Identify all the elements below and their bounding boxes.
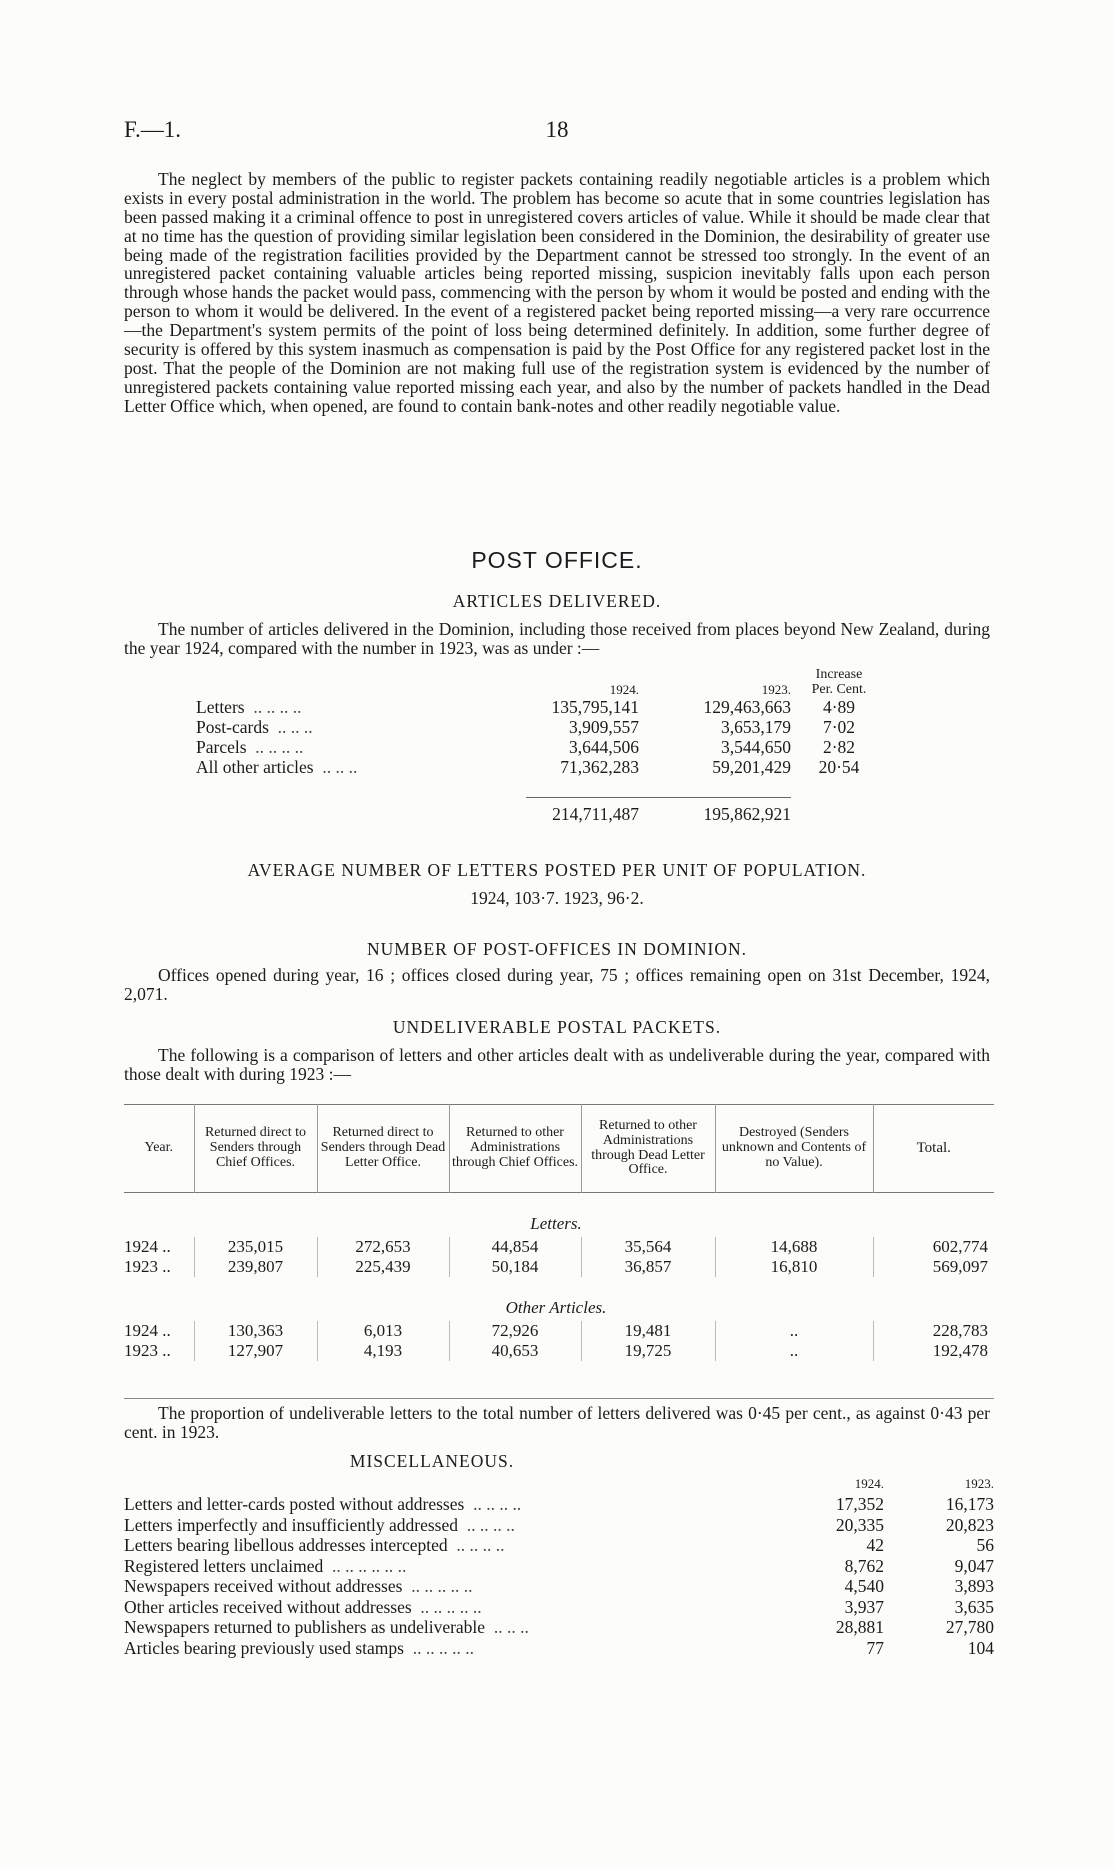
undeliverable-table <box>124 1104 994 1361</box>
intro-paragraph: The neglect by members of the public to register packets containing readily negotiable articles is a problem which exists in every postal administration in the world. The problem has become so acute that in some countries legislation has been passed making it a criminal offence to post in unregistered covers articles of value. While it should be made clear that at no time has the question of providing similar legislation been considered in the Dominion, the desirability of greater use being made of the registration facilities provided by the Department cannot be stressed too strongly. In the event of an unregistered packet containing valuable articles being reported missing, suspicion inevitably falls upon each person through whose hands the packet would pass, commencing with the person by whom it would be posted and ending with the person to whom it would be delivered. In the event of a registered packet being reported missing—a very rare occurrence—the Department's system permits of the point of loss being determined definitely. In addition, some further degree of security is offered by this system inasmuch as compensation is paid by the Post Office for any registered packet lost in the post. That the people of the Dominion are not making full use of the registration system is evidenced by the number of unregistered packets containing value reported missing each year, and also by the number of packets handled in the Dead Letter Office which, when opened, are found to contain bank-notes and other readily negotiable value. <box>124 169 990 416</box>
col-returned-dlo: Returned direct to Senders through Dead Letter Office. <box>317 1105 449 1193</box>
articles-delivered-table <box>196 668 887 824</box>
row-label: Parcels <box>196 736 247 757</box>
row-label: Newspapers returned to publishers as undeliverable <box>124 1617 486 1638</box>
col-1924: 1924. <box>609 682 639 698</box>
col-1923: 1923. <box>761 682 791 698</box>
col-total: Total. <box>873 1105 994 1193</box>
misc-col-1924: 1924. <box>854 1476 884 1492</box>
misc-row: Letters imperfectly and insufficiently addressed .. .. .. .. 20,335 20,823 <box>124 1514 994 1535</box>
table-bottom-rule <box>124 1398 994 1399</box>
row-label: Letters and letter-cards posted without addresses <box>124 1494 465 1515</box>
misc-row: Registered letters unclaimed .. .. .. .. .. .. 8,762 9,047 <box>124 1555 994 1576</box>
col-returned-chief: Returned direct to Senders through Chief Offices. <box>194 1105 317 1193</box>
misc-heading: MISCELLANEOUS. <box>349 1451 515 1471</box>
letters-subheading: Letters. <box>530 1213 582 1233</box>
articles-row: Letters .. .. .. .. 135,795,141 129,463,663 4·89 <box>196 696 856 717</box>
proportion-paragraph: The proportion of undeliverable letters to the total number of letters delivered was 0·45 per cent., as against 0·43 per cent. in 1923. <box>124 1403 990 1442</box>
row-label: Newspapers received without addresses <box>124 1576 403 1597</box>
page-number: 18 <box>545 117 569 142</box>
misc-row: Other articles received without addresses .. .. .. .. .. 3,937 3,635 <box>124 1596 994 1617</box>
col-admin-chief: Returned to other Administrations through Chief Offices. <box>449 1105 581 1193</box>
row-label: Post-cards <box>196 716 269 737</box>
col-increase: Increase Per. Cent. <box>811 667 867 697</box>
table-row: 1924 .. 130,363 6,013 72,926 19,481 .. 228,783 <box>124 1321 994 1341</box>
row-label: Other articles received without addresses <box>124 1596 412 1617</box>
row-label: Registered letters unclaimed <box>124 1555 324 1576</box>
misc-header-row <box>124 1474 994 1495</box>
misc-row: Letters bearing libellous addresses intercepted .. .. .. .. 42 56 <box>124 1535 994 1556</box>
miscellaneous-table <box>124 1474 994 1659</box>
misc-row: Letters and letter-cards posted without addresses .. .. .. .. 17,352 16,173 <box>124 1494 994 1515</box>
average-heading: AVERAGE NUMBER OF LETTERS POSTED PER UNIT OF POPULATION. <box>247 860 867 880</box>
average-values: 1924, 103·7. 1923, 96·2. <box>470 888 644 908</box>
total-1923: 195,862,921 <box>703 803 791 824</box>
other-articles-subheading: Other Articles. <box>505 1297 607 1317</box>
row-label: Letters bearing libellous addresses intercepted <box>124 1535 448 1556</box>
row-label: Articles bearing previously used stamps <box>124 1637 404 1658</box>
col-destroyed: Destroyed (Senders unknown and Contents of no Value). <box>715 1105 873 1193</box>
table-row: 1924 .. 235,015 272,653 44,854 35,564 14,688 602,774 <box>124 1237 994 1257</box>
misc-row: Newspapers received without addresses .. .. .. .. .. 4,540 3,893 <box>124 1576 994 1597</box>
report-reference: F.—1. <box>124 117 181 142</box>
row-label: All other articles <box>196 756 314 777</box>
table-row: 1923 .. 127,907 4,193 40,653 19,725 .. 192,478 <box>124 1341 994 1361</box>
page-header <box>124 118 990 146</box>
row-label: Letters <box>196 696 245 717</box>
total-1924: 214,711,487 <box>552 803 639 824</box>
articles-total-row <box>196 798 887 824</box>
undeliverable-intro: The following is a comparison of letters and other articles dealt with as undeliverable during the year, compared with those dealt with during 1923 :— <box>124 1045 990 1084</box>
misc-row: Newspapers returned to publishers as undeliverable .. .. .. 28,881 27,780 <box>124 1617 994 1638</box>
section-title: POST OFFICE. <box>471 547 643 573</box>
offices-text: Offices opened during year, 16 ; offices closed during year, 75 ; offices remaining open on 31st December, 1924, 2,071. <box>124 965 990 1004</box>
articles-heading: ARTICLES DELIVERED. <box>452 591 662 611</box>
col-year: Year. <box>144 1140 174 1156</box>
articles-header-row <box>196 668 887 697</box>
col-admin-dlo: Returned to other Administrations through Dead Letter Office. <box>581 1105 715 1193</box>
table-row: 1923 .. 239,807 225,439 50,184 36,857 16,810 569,097 <box>124 1257 994 1277</box>
undeliverable-heading: UNDELIVERABLE POSTAL PACKETS. <box>392 1017 722 1037</box>
articles-row: Parcels .. .. .. .. 3,644,506 3,544,650 2·82 <box>196 736 856 757</box>
articles-intro: The number of articles delivered in the Dominion, including those received from places beyond New Zealand, during the year 1924, compared with the number in 1923, was as under :— <box>124 619 990 658</box>
misc-col-1923: 1923. <box>964 1476 994 1492</box>
row-label: Letters imperfectly and insufficiently addressed <box>124 1514 459 1535</box>
articles-row: Post-cards .. .. .. 3,909,557 3,653,179 7·02 <box>196 716 856 737</box>
misc-row: Articles bearing previously used stamps .. .. .. .. .. 77 104 <box>124 1637 994 1658</box>
offices-heading: NUMBER OF POST-OFFICES IN DOMINION. <box>366 939 748 959</box>
undeliverable-header-row <box>124 1105 994 1193</box>
articles-row: All other articles .. .. .. 71,362,283 59,201,429 20·54 <box>196 756 860 777</box>
